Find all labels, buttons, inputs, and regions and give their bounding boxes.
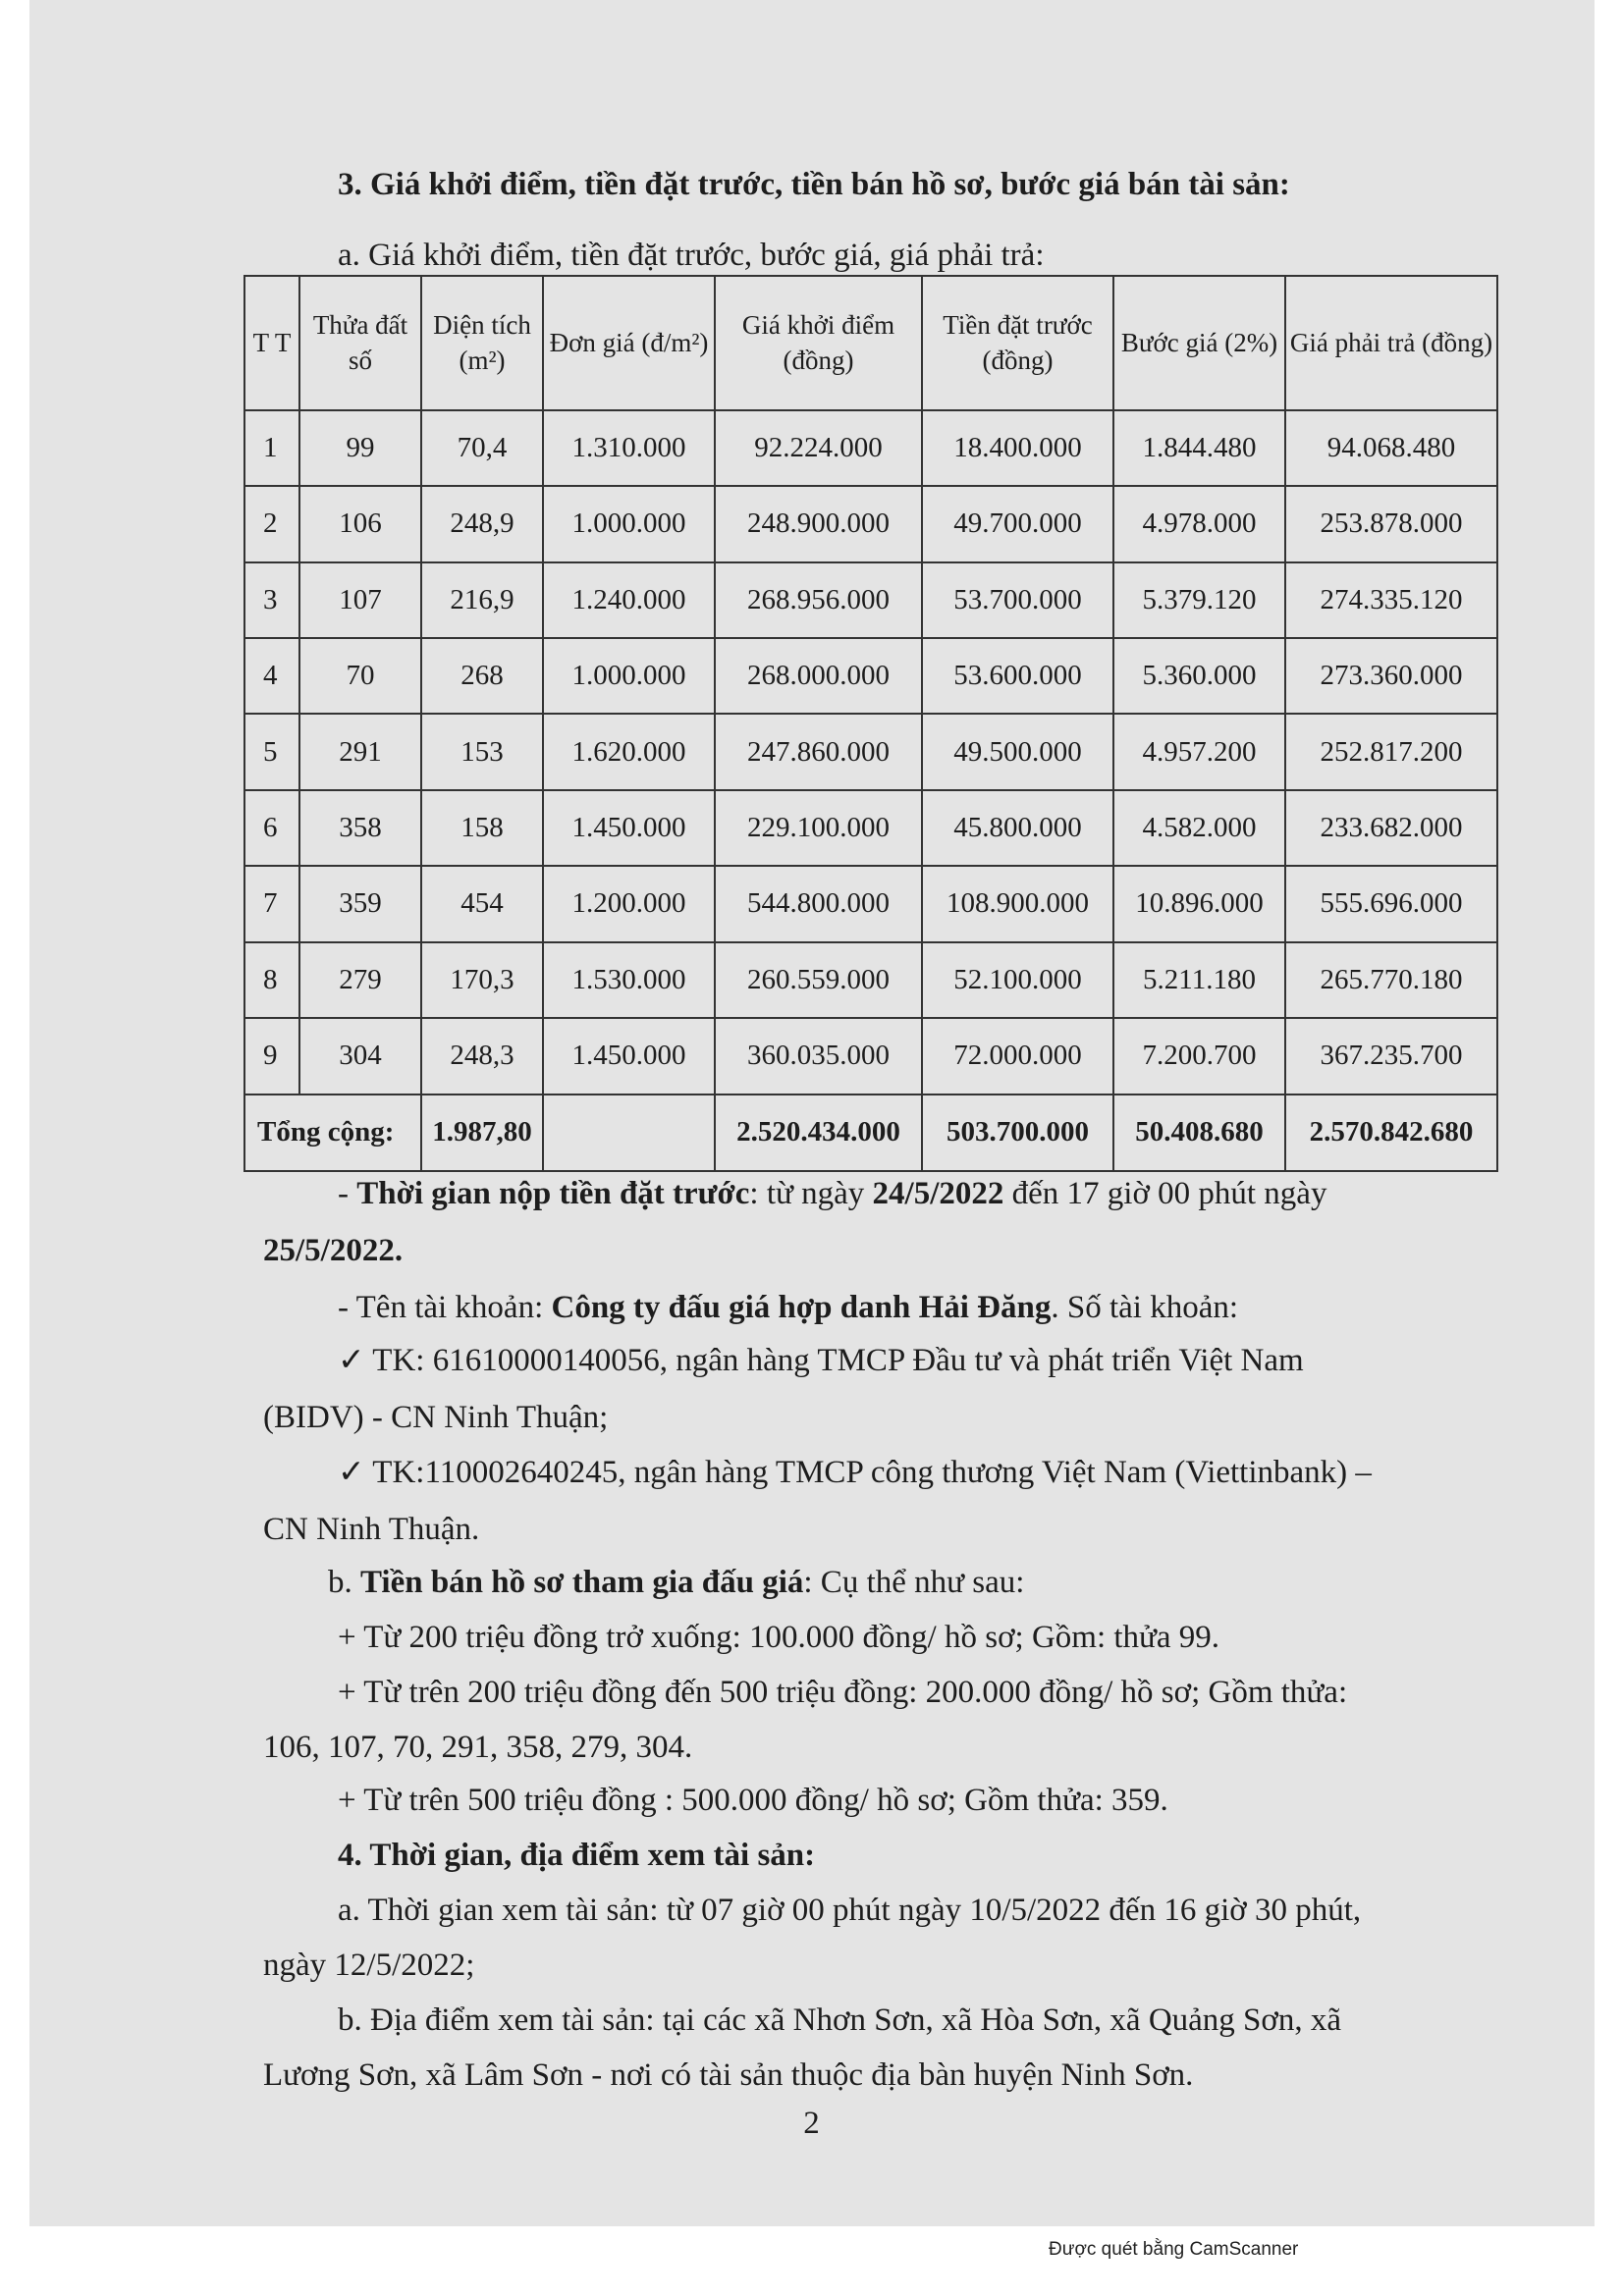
section-4-heading: 4. Thời gian, địa điểm xem tài sản: <box>338 1838 816 1873</box>
view-time-line-1: a. Thời gian xem tài sản: từ 07 giờ 00 phút ngày 10/5/2022 đến 16 giờ 30 phút, <box>338 1893 1362 1928</box>
cell-deposit: 49.700.000 <box>922 486 1113 561</box>
table-row <box>244 562 1497 638</box>
cell-payable: 94.068.480 <box>1285 410 1497 486</box>
table-header-row <box>244 276 1497 410</box>
account-prefix: - Tên tài khoản: <box>338 1290 552 1325</box>
cell-unit-price: 1.000.000 <box>543 638 715 714</box>
cell-step: 7.200.700 <box>1113 1018 1285 1094</box>
cell-area: 153 <box>421 714 543 789</box>
cell-step: 5.360.000 <box>1113 638 1285 714</box>
cell-unit-price: 1.310.000 <box>543 410 715 486</box>
deposit-time-line: - Thời gian nộp tiền đặt trước: từ ngày 24/5/2022 đến 17 giờ 00 phút ngày <box>338 1176 1327 1211</box>
subsection-b-rest: : Cụ thể như sau: <box>803 1565 1025 1600</box>
cell-deposit: 53.600.000 <box>922 638 1113 714</box>
fee-line-2a: + Từ trên 200 triệu đồng đến 500 triệu đồng: 200.000 đồng/ hồ sơ; Gồm thửa: <box>338 1675 1348 1710</box>
cell-unit-price: 1.240.000 <box>543 562 715 638</box>
cell-payable: 367.235.700 <box>1285 1018 1497 1094</box>
page-number: 2 <box>803 2106 820 2141</box>
header-unit-price: Đơn giá (đ/m²) <box>543 276 715 410</box>
table-row <box>244 410 1497 486</box>
view-time-line-2: ngày 12/5/2022; <box>263 1948 475 1983</box>
total-deposit: 503.700.000 <box>922 1095 1113 1171</box>
subsection-b-line <box>328 1563 1024 1602</box>
view-place-line-2: Lương Sơn, xã Lâm Sơn - nơi có tài sản thuộc địa bàn huyện Ninh Sơn. <box>263 2057 1194 2093</box>
cell-start-price: 247.860.000 <box>715 714 922 789</box>
total-payable: 2.570.842.680 <box>1285 1095 1497 1171</box>
header-step: Bước giá (2%) <box>1113 276 1285 410</box>
cell-stt: 2 <box>244 486 299 561</box>
account-name-line <box>338 1288 1238 1327</box>
header-stt: T T <box>244 276 299 410</box>
cell-deposit: 49.500.000 <box>922 714 1113 789</box>
cell-start-price: 260.559.000 <box>715 942 922 1018</box>
cell-parcel: 107 <box>299 562 421 638</box>
cell-area: 70,4 <box>421 410 543 486</box>
cell-step: 4.957.200 <box>1113 714 1285 789</box>
section-3-heading: 3. Giá khởi điểm, tiền đặt trước, tiền bán hồ sơ, bước giá bán tài sản: <box>338 167 1290 202</box>
cell-parcel: 70 <box>299 638 421 714</box>
cell-parcel: 279 <box>299 942 421 1018</box>
cell-stt: 7 <box>244 866 299 941</box>
table-row <box>244 714 1497 789</box>
account-1-line-2: (BIDV) - CN Ninh Thuận; <box>263 1400 609 1435</box>
deposit-time-text-2: đến 17 giờ 00 phút ngày <box>1003 1176 1327 1211</box>
cell-stt: 5 <box>244 714 299 789</box>
account-2-line-2: CN Ninh Thuận. <box>263 1512 480 1547</box>
cell-payable: 253.878.000 <box>1285 486 1497 561</box>
subsection-b-prefix: b. <box>328 1565 360 1600</box>
cell-start-price: 268.956.000 <box>715 562 922 638</box>
cell-parcel: 358 <box>299 790 421 866</box>
cell-step: 1.844.480 <box>1113 410 1285 486</box>
cell-payable: 273.360.000 <box>1285 638 1497 714</box>
view-place-line-1: b. Địa điểm xem tài sản: tại các xã Nhơn Sơn, xã Hòa Sơn, xã Quảng Sơn, xã <box>338 2002 1342 2038</box>
cell-deposit: 72.000.000 <box>922 1018 1113 1094</box>
total-unit-price-empty <box>543 1095 715 1171</box>
cell-deposit: 18.400.000 <box>922 410 1113 486</box>
cell-parcel: 99 <box>299 410 421 486</box>
table-row <box>244 1018 1497 1094</box>
total-label: Tổng cộng: <box>244 1095 421 1171</box>
cell-start-price: 248.900.000 <box>715 486 922 561</box>
total-step: 50.408.680 <box>1113 1095 1285 1171</box>
cell-payable: 555.696.000 <box>1285 866 1497 941</box>
cell-unit-price: 1.620.000 <box>543 714 715 789</box>
deposit-time-label: Thời gian nộp tiền đặt trước <box>356 1176 750 1211</box>
table-row <box>244 790 1497 866</box>
deposit-end-date: 25/5/2022. <box>263 1233 404 1268</box>
total-start-price: 2.520.434.000 <box>715 1095 922 1171</box>
cell-parcel: 106 <box>299 486 421 561</box>
cell-area: 158 <box>421 790 543 866</box>
cell-parcel: 304 <box>299 1018 421 1094</box>
cell-area: 248,3 <box>421 1018 543 1094</box>
cell-stt: 6 <box>244 790 299 866</box>
cell-unit-price: 1.200.000 <box>543 866 715 941</box>
cell-step: 4.582.000 <box>1113 790 1285 866</box>
header-payable: Giá phải trả (đồng) <box>1285 276 1497 410</box>
total-area: 1.987,80 <box>421 1095 543 1171</box>
table-body <box>244 410 1497 1095</box>
cell-payable: 265.770.180 <box>1285 942 1497 1018</box>
cell-area: 170,3 <box>421 942 543 1018</box>
cell-stt: 1 <box>244 410 299 486</box>
cell-unit-price: 1.450.000 <box>543 1018 715 1094</box>
cell-step: 5.379.120 <box>1113 562 1285 638</box>
cell-start-price: 544.800.000 <box>715 866 922 941</box>
table-row <box>244 638 1497 714</box>
cell-start-price: 229.100.000 <box>715 790 922 866</box>
account-suffix: . Số tài khoản: <box>1051 1290 1239 1325</box>
cell-payable: 233.682.000 <box>1285 790 1497 866</box>
cell-payable: 274.335.120 <box>1285 562 1497 638</box>
account-name: Công ty đấu giá hợp danh Hải Đăng <box>551 1290 1052 1325</box>
price-table <box>243 275 1498 1172</box>
cell-step: 10.896.000 <box>1113 866 1285 941</box>
cell-area: 268 <box>421 638 543 714</box>
subsection-a-heading: a. Giá khởi điểm, tiền đặt trước, bước giá, giá phải trả: <box>338 238 1045 273</box>
cell-area: 216,9 <box>421 562 543 638</box>
header-start-price: Giá khởi điểm (đồng) <box>715 276 922 410</box>
fee-line-3: + Từ trên 500 triệu đồng : 500.000 đồng/ hồ sơ; Gồm thửa: 359. <box>338 1783 1168 1818</box>
cell-start-price: 360.035.000 <box>715 1018 922 1094</box>
cell-area: 248,9 <box>421 486 543 561</box>
fee-line-1: + Từ 200 triệu đồng trở xuống: 100.000 đồng/ hồ sơ; Gồm: thửa 99. <box>338 1620 1220 1655</box>
deposit-time-text-1: : từ ngày <box>749 1176 873 1211</box>
header-area: Diện tích (m²) <box>421 276 543 410</box>
cell-step: 4.978.000 <box>1113 486 1285 561</box>
cell-stt: 3 <box>244 562 299 638</box>
cell-start-price: 268.000.000 <box>715 638 922 714</box>
cell-deposit: 45.800.000 <box>922 790 1113 866</box>
cell-deposit: 52.100.000 <box>922 942 1113 1018</box>
cell-stt: 9 <box>244 1018 299 1094</box>
cell-parcel: 359 <box>299 866 421 941</box>
fee-line-2b: 106, 107, 70, 291, 358, 279, 304. <box>263 1730 693 1765</box>
cell-step: 5.211.180 <box>1113 942 1285 1018</box>
deposit-date-start: 24/5/2022 <box>872 1176 1004 1211</box>
scanner-footer: Được quét bằng CamScanner <box>1049 2239 1299 2260</box>
cell-unit-price: 1.000.000 <box>543 486 715 561</box>
cell-unit-price: 1.450.000 <box>543 790 715 866</box>
table-row <box>244 942 1497 1018</box>
table-total-row <box>244 1095 1497 1171</box>
account-2-line-1: ✓ TK:110002640245, ngân hàng TMCP công thương Việt Nam (Viettinbank) – <box>338 1455 1372 1490</box>
account-1-line-1: ✓ TK: 61610000140056, ngân hàng TMCP Đầu tư và phát triển Việt Nam <box>338 1343 1304 1378</box>
cell-stt: 4 <box>244 638 299 714</box>
cell-area: 454 <box>421 866 543 941</box>
header-deposit: Tiền đặt trước (đồng) <box>922 276 1113 410</box>
header-parcel: Thửa đất số <box>299 276 421 410</box>
cell-payable: 252.817.200 <box>1285 714 1497 789</box>
cell-start-price: 92.224.000 <box>715 410 922 486</box>
table-row <box>244 486 1497 561</box>
cell-stt: 8 <box>244 942 299 1018</box>
cell-parcel: 291 <box>299 714 421 789</box>
subsection-b-title: Tiền bán hồ sơ tham gia đấu giá <box>360 1565 804 1600</box>
cell-unit-price: 1.530.000 <box>543 942 715 1018</box>
cell-deposit: 53.700.000 <box>922 562 1113 638</box>
cell-deposit: 108.900.000 <box>922 866 1113 941</box>
table-row <box>244 866 1497 941</box>
